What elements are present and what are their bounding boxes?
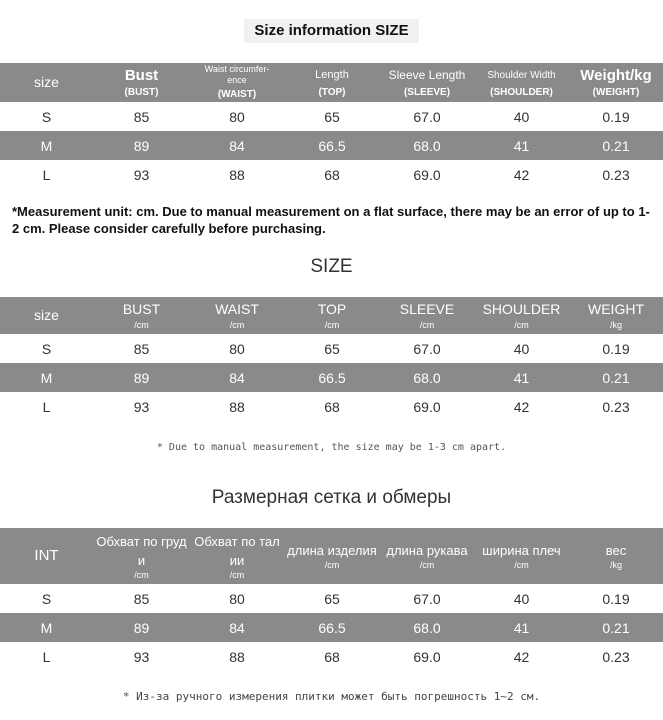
header-sleeve: длина рукава /cm (380, 528, 474, 584)
header-length: Length (TOP) (284, 63, 380, 102)
header-weight: WEIGHT /kg (569, 297, 663, 334)
russian-size-title: Размерная сетка и обмеры (211, 487, 452, 508)
header-bust: BUST /cm (93, 297, 190, 334)
table-row: L 93 88 68 69.0 42 0.23 (42, 648, 630, 665)
russian-measurement-note: * Из-за ручного измерения плитки может быть погрешность 1~2 см. (122, 690, 541, 703)
header-size: size (0, 63, 93, 102)
table-row: S 85 80 65 67.0 40 0.19 (41, 590, 630, 607)
header-length: длина изделия /cm (284, 528, 380, 584)
table-header-row (0, 528, 663, 584)
header-size: size (0, 297, 93, 334)
header-bust: Bust (BUST) (93, 63, 190, 102)
table-row: L 93 88 68 69.0 42 0.23 (42, 166, 630, 183)
header-weight: Weight/kg (WEIGHT) (569, 63, 663, 102)
table-row: M 89 84 66.5 68.0 41 0.21 (0, 613, 663, 642)
size-table-english (0, 63, 663, 189)
size-title: SIZE (310, 256, 353, 277)
size-info-title: Size information SIZE (0, 19, 663, 43)
header-top: TOP /cm (284, 297, 380, 334)
header-sleeve: SLEEVE /cm (380, 297, 474, 334)
header-chest: Обхват по груди /cm (93, 528, 190, 584)
header-waist: Waist circumfer-ence (WAIST) (190, 63, 284, 102)
header-sleeve: Sleeve Length (SLEEVE) (380, 63, 474, 102)
header-int: INT (0, 528, 93, 584)
header-waist: WAIST /cm (190, 297, 284, 334)
table-row: S 85 80 65 67.0 40 0.19 (41, 340, 630, 357)
header-shoulder: ширина плеч /cm (474, 528, 569, 584)
table-row: M 89 84 66.5 68.0 41 0.21 (0, 363, 663, 392)
size-table-russian (0, 528, 663, 671)
manual-measurement-note: * Due to manual measurement, the size may be 1-3 cm apart. (156, 442, 507, 453)
table-header-row (0, 297, 663, 334)
size-table-units (0, 297, 663, 421)
table-header-row (0, 63, 663, 102)
table-row: L 93 88 68 69.0 42 0.23 (42, 398, 630, 415)
header-waist: Обхват по талии /cm (190, 528, 284, 584)
header-weight: вес /kg (569, 528, 663, 584)
header-shoulder: Shoulder Width (SHOULDER) (474, 63, 569, 102)
header-shoulder: SHOULDER /cm (474, 297, 569, 334)
table-row: S 85 80 65 67.0 40 0.19 (41, 108, 630, 125)
measurement-note: *Measurement unit: cm. Due to manual measurement on a flat surface, there may be an error of up to 1-2 cm. Please consider carefully before purchasing. (12, 204, 650, 236)
table-row: M 89 84 66.5 68.0 41 0.21 (0, 131, 663, 160)
